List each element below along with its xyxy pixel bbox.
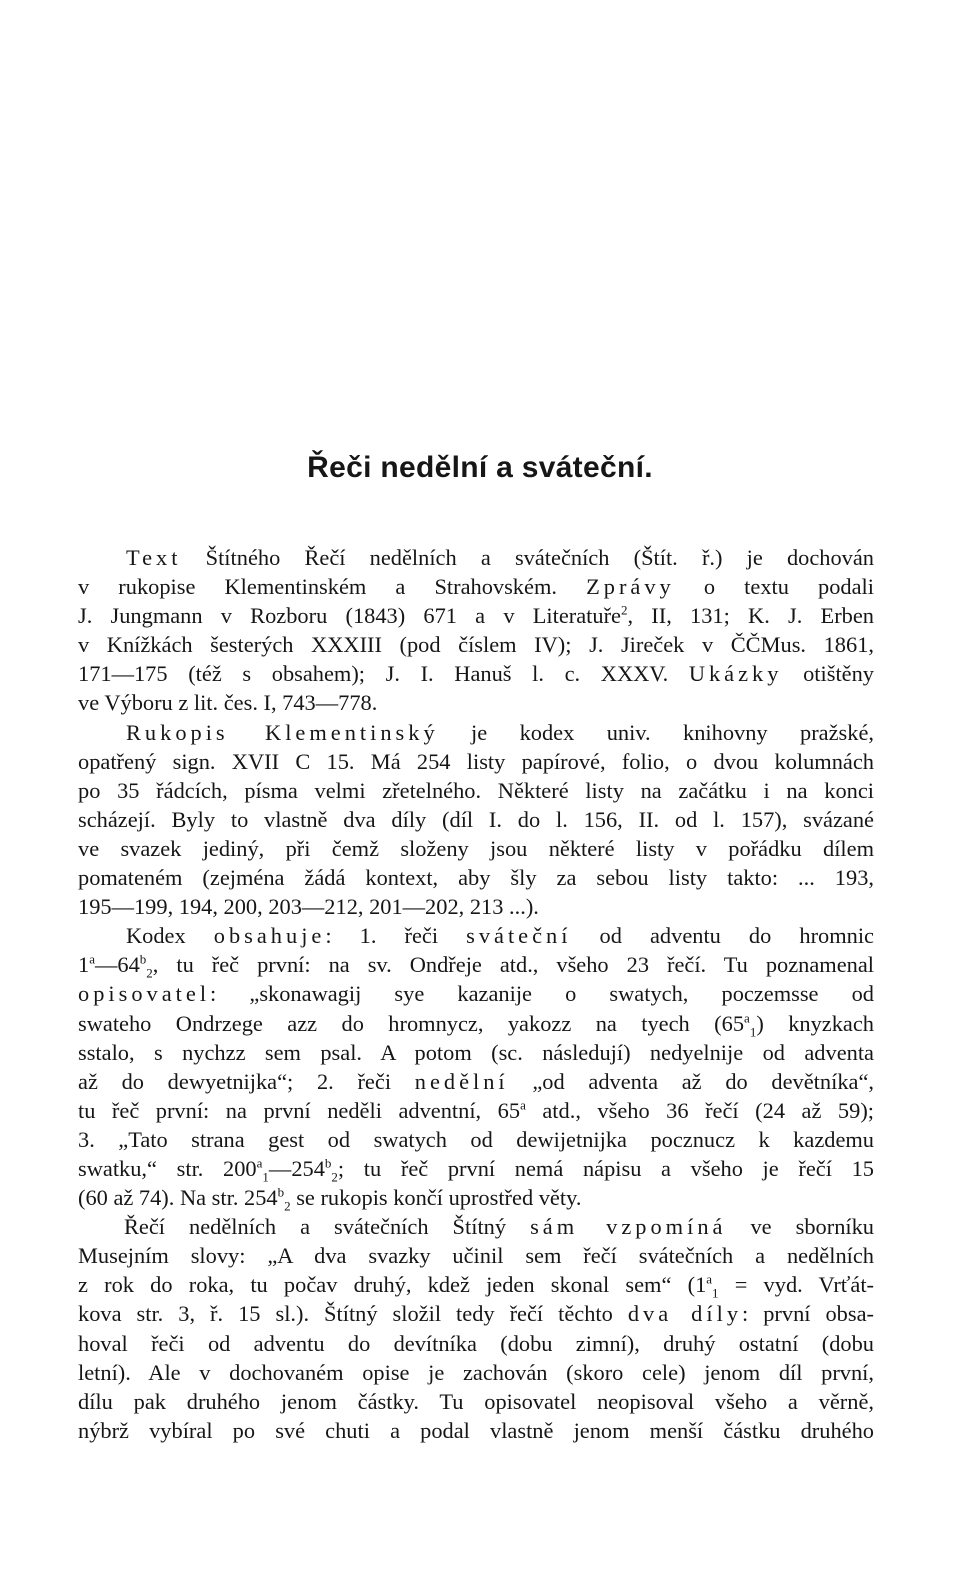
subscript: 2 [146, 965, 153, 981]
text-span: v rukopise Klementinském a Strahovském. [78, 574, 587, 600]
text-span: —254 [268, 1155, 325, 1181]
text-span: kova str. 3, ř. 15 sl.). Štítný složil tedy řečí těchto [78, 1301, 628, 1327]
emphasis-text: sváteční [466, 923, 572, 949]
text-span: „od adventa až do devětníka“, [508, 1068, 874, 1094]
text-span: od adventu do hromnic [571, 923, 874, 949]
text-line: 3. „Tato strana gest od swatych od dewijetnijka pocznucz k kazdemu [78, 1126, 874, 1152]
text-span: 1 [78, 952, 90, 978]
superscript: b [277, 1184, 285, 1200]
text-span: 171—175 (též s obsahem); J. I. Hanuš l. c. XXXV. [78, 661, 689, 687]
text-line [78, 1154, 874, 1183]
text-line [78, 921, 874, 950]
subscript: 1 [749, 1023, 757, 1039]
subscript: 1 [712, 1285, 719, 1301]
text-line [78, 1299, 874, 1328]
text-span: až do dewyetnijka“; 2. řeči [78, 1068, 415, 1094]
text-span: (60 až 74). Na str. 254 [78, 1185, 278, 1211]
superscript: a [744, 1010, 750, 1026]
text-line: scházejí. Byly to vlastně dva díly (díl I. do l. 156, II. od l. 157), svázané [78, 806, 874, 832]
text-span: , II, 131; K. J. Erben [627, 603, 874, 629]
text-span: ve sborníku [726, 1214, 874, 1240]
text-line: 195—199, 194, 200, 203—212, 201—202, 213 ...). [78, 894, 539, 920]
superscript: a [89, 951, 95, 967]
text-span: ) knyzkach [756, 1010, 874, 1036]
text-line [78, 572, 874, 601]
text-line [78, 718, 874, 747]
text-line [78, 1183, 874, 1212]
emphasis-text: Zprávy [586, 574, 675, 600]
superscript: b [324, 1155, 332, 1171]
text-line [78, 1212, 874, 1241]
text-span: : „skonawagij sye kazanije o swatych, poczemsse od [210, 981, 874, 1007]
text-line [78, 1009, 874, 1038]
emphasis-text: dva díly [627, 1301, 743, 1327]
superscript: b [139, 951, 147, 967]
superscript: a [706, 1271, 713, 1287]
subscript: 1 [262, 1169, 269, 1185]
text-line [78, 979, 874, 1008]
text-span: otištěny [782, 661, 874, 687]
paragraph-2 [78, 921, 874, 1212]
emphasis-text: Ukázky [688, 661, 783, 687]
text-line: letní). Ale v dochovaném opise je zachován (skoro cele) jenom díl první, [78, 1359, 874, 1385]
text-line [78, 601, 874, 630]
superscript: 2 [621, 602, 628, 618]
text-line: opatřený sign. XVII C 15. Má 254 listy papírové, folio, o dvou kolumnách [78, 748, 874, 774]
text-line: hoval řeči od adventu do devítníka (dobu zimní), druhý ostatní (dobu [78, 1330, 874, 1356]
text-span: se rukopis končí uprostřed věty. [290, 1185, 582, 1211]
text-span: z rok do roka, tu počav druhý, kdež jeden skonal sem“ (1 [78, 1272, 707, 1298]
body-text [78, 543, 874, 1445]
text-line: Musejním slovy: „A dva svazky učinil sem řečí svátečních a nedělních [78, 1243, 874, 1269]
superscript: a [256, 1155, 263, 1171]
text-line: sstalo, s nychzz sem psal. A potom (sc. následují) nedyelnije od adventa [78, 1039, 874, 1065]
text-span: swatku,“ str. 200 [78, 1155, 257, 1181]
text-span: swateho Ondrzege azz do hromnycz, yakozz na tyech (65 [78, 1010, 745, 1036]
text-line: ve svazek jediný, při čemž složeny jsou některé listy v pořádku dílem [78, 835, 874, 861]
text-span: Kodex [126, 923, 214, 949]
emphasis-text: nedělní [414, 1068, 509, 1094]
text-line [78, 543, 874, 572]
text-span: = vyd. Vrťát- [718, 1272, 874, 1298]
text-line: po 35 řádcích, písma velmi zřetelného. Některé listy na začátku i na konci [78, 777, 874, 803]
text-span: je kodex univ. knihovny pražské, [438, 719, 874, 745]
text-line [78, 1270, 874, 1299]
text-span: : první obsa- [742, 1301, 874, 1327]
paragraph-3 [78, 1212, 874, 1445]
superscript: a [520, 1097, 526, 1113]
text-span: —64 [94, 952, 140, 978]
emphasis-text: obsahuje [213, 923, 326, 949]
text-line: nýbrž vybíral po své chuti a podal vlastně jenom menší částku druhého [78, 1417, 874, 1443]
text-span: : 1. řeči [325, 923, 467, 949]
emphasis-text: Text [126, 545, 182, 570]
emphasis-text: opisovatel [78, 981, 211, 1007]
text-span: J. Jungmann v Rozboru (1843) 671 a v Literatuře [78, 603, 621, 629]
text-span: Řečí nedělních a svátečních Štítný [124, 1214, 531, 1240]
text-span: o textu podali [674, 574, 874, 600]
text-line: pomateném (zejména žádá kontext, aby šly za sebou listy takto: ... 193, [78, 865, 874, 891]
subscript: 2 [284, 1198, 291, 1214]
text-line [78, 950, 874, 979]
text-span: , tu řeč první: na sv. Ondřeje atd., všeho 23 řečí. Tu poznamenal [152, 952, 874, 978]
text-line [78, 659, 874, 688]
text-line: ve Výboru z lit. čes. I, 743—778. [78, 690, 378, 716]
text-line: dílu pak druhého jenom částky. Tu opisovatel neopisoval všeho a věrně, [78, 1388, 874, 1414]
text-line: v Knížkách šesterých XXXIII (pod číslem IV); J. Jireček v ČČMus. 1861, [78, 632, 874, 658]
text-line [78, 1067, 874, 1096]
subscript: 2 [331, 1169, 338, 1185]
emphasis-text: sám vzpomíná [530, 1214, 727, 1240]
emphasis-text: Rukopis Klementinský [126, 719, 439, 745]
text-span: ; tu řeč první nemá nápisu a všeho je řečí 15 [337, 1155, 874, 1181]
text-span: Štítného Řečí nedělních a svátečních (Štít. ř.) je dochován [181, 545, 874, 570]
text-span: tu řeč první: na první neděli adventní, 65 [78, 1097, 521, 1123]
text-line [78, 1096, 874, 1125]
text-span: atd., všeho 36 řečí (24 až 59); [525, 1097, 874, 1123]
paragraph-1 [78, 543, 874, 921]
page-title: Řeči nedělní a sváteční. [307, 451, 653, 484]
